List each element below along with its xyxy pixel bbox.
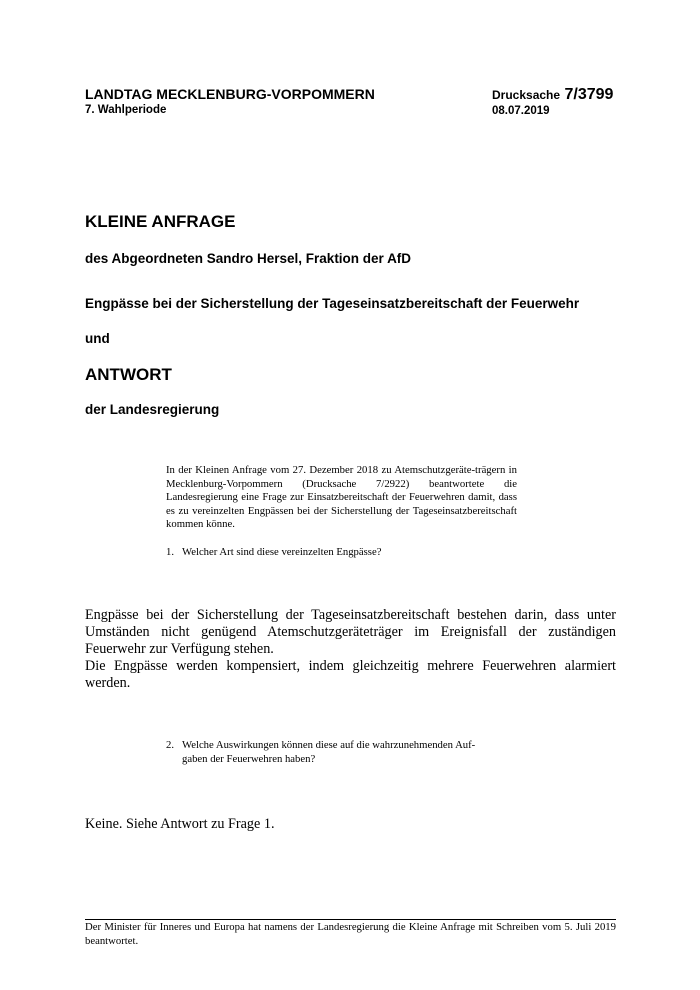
author-line: des Abgeordneten Sandro Hersel, Fraktion der AfD — [85, 251, 412, 266]
question-2 — [166, 739, 517, 766]
subject-line: Engpässe bei der Sicherstellung der Tageseinsatzbereitschaft der Feuerwehr — [85, 296, 580, 311]
document-header-right — [492, 86, 613, 118]
answer-2-paragraph-1: Keine. Siehe Antwort zu Frage 1. — [85, 816, 275, 832]
legislative-period: 7. Wahlperiode — [85, 104, 167, 116]
drucksache-number: 7/3799 — [564, 86, 614, 103]
question-1-number: 1. — [166, 546, 175, 558]
footnote-divider — [85, 919, 616, 920]
question-2-number: 2. — [166, 739, 175, 751]
answer-1-paragraph-1: Engpässe bei der Sicherstellung der Tageseinsatzbereitschaft bestehen darin, dass unter Umständen nicht genügend Atemschutzgeräteträger im Ereignisfall der zuständigen Feuerwehr zur Verfügung stehen. — [85, 607, 616, 657]
question-1 — [166, 546, 517, 560]
drucksache-reference — [492, 86, 613, 104]
und-line: und — [85, 331, 110, 346]
answer-1 — [85, 607, 616, 692]
question-2-text-line-1: Welche Auswirkungen können diese auf die wahrzunehmenden Auf- — [182, 739, 476, 751]
answer-1-paragraph-2: Die Engpässe werden kompensiert, indem gleichzeitig mehrere Feuerwehren alarmiert werden. — [85, 658, 616, 691]
question-2-text-line-2: gaben der Feuerwehren haben? — [182, 752, 316, 765]
question-1-text: Welcher Art sind diese vereinzelten Engpässe? — [182, 546, 382, 558]
answer-2 — [85, 816, 616, 833]
government-line: der Landesregierung — [85, 402, 220, 417]
antwort-heading: ANTWORT — [85, 365, 172, 384]
drucksache-label: Drucksache — [492, 88, 561, 102]
footnote: Der Minister für Inneres und Europa hat namens der Landesregierung die Kleine Anfrage mit Schreiben vom 5. Juli 2019 beantwortet. — [85, 921, 616, 947]
document-date: 08.07.2019 — [492, 105, 550, 117]
parliament-name: LANDTAG MECKLENBURG-VORPOMMERN — [85, 86, 375, 102]
preamble-text: In der Kleinen Anfrage vom 27. Dezember 2018 zu Atemschutzgeräte-trägern in Mecklenburg-Vorpommern (Drucksache 7/2922) beantwortete die Landesregierung eine Frage zur Einsatzbereitschaft der Feuerwehren damit, dass es zu vereinzelten Engpässen bei der Sicherstellung der Tageseinsatzbereitschaft kommen könne. — [166, 464, 517, 530]
document-header-left — [85, 86, 375, 117]
kleine-anfrage-heading: KLEINE ANFRAGE — [85, 212, 236, 231]
